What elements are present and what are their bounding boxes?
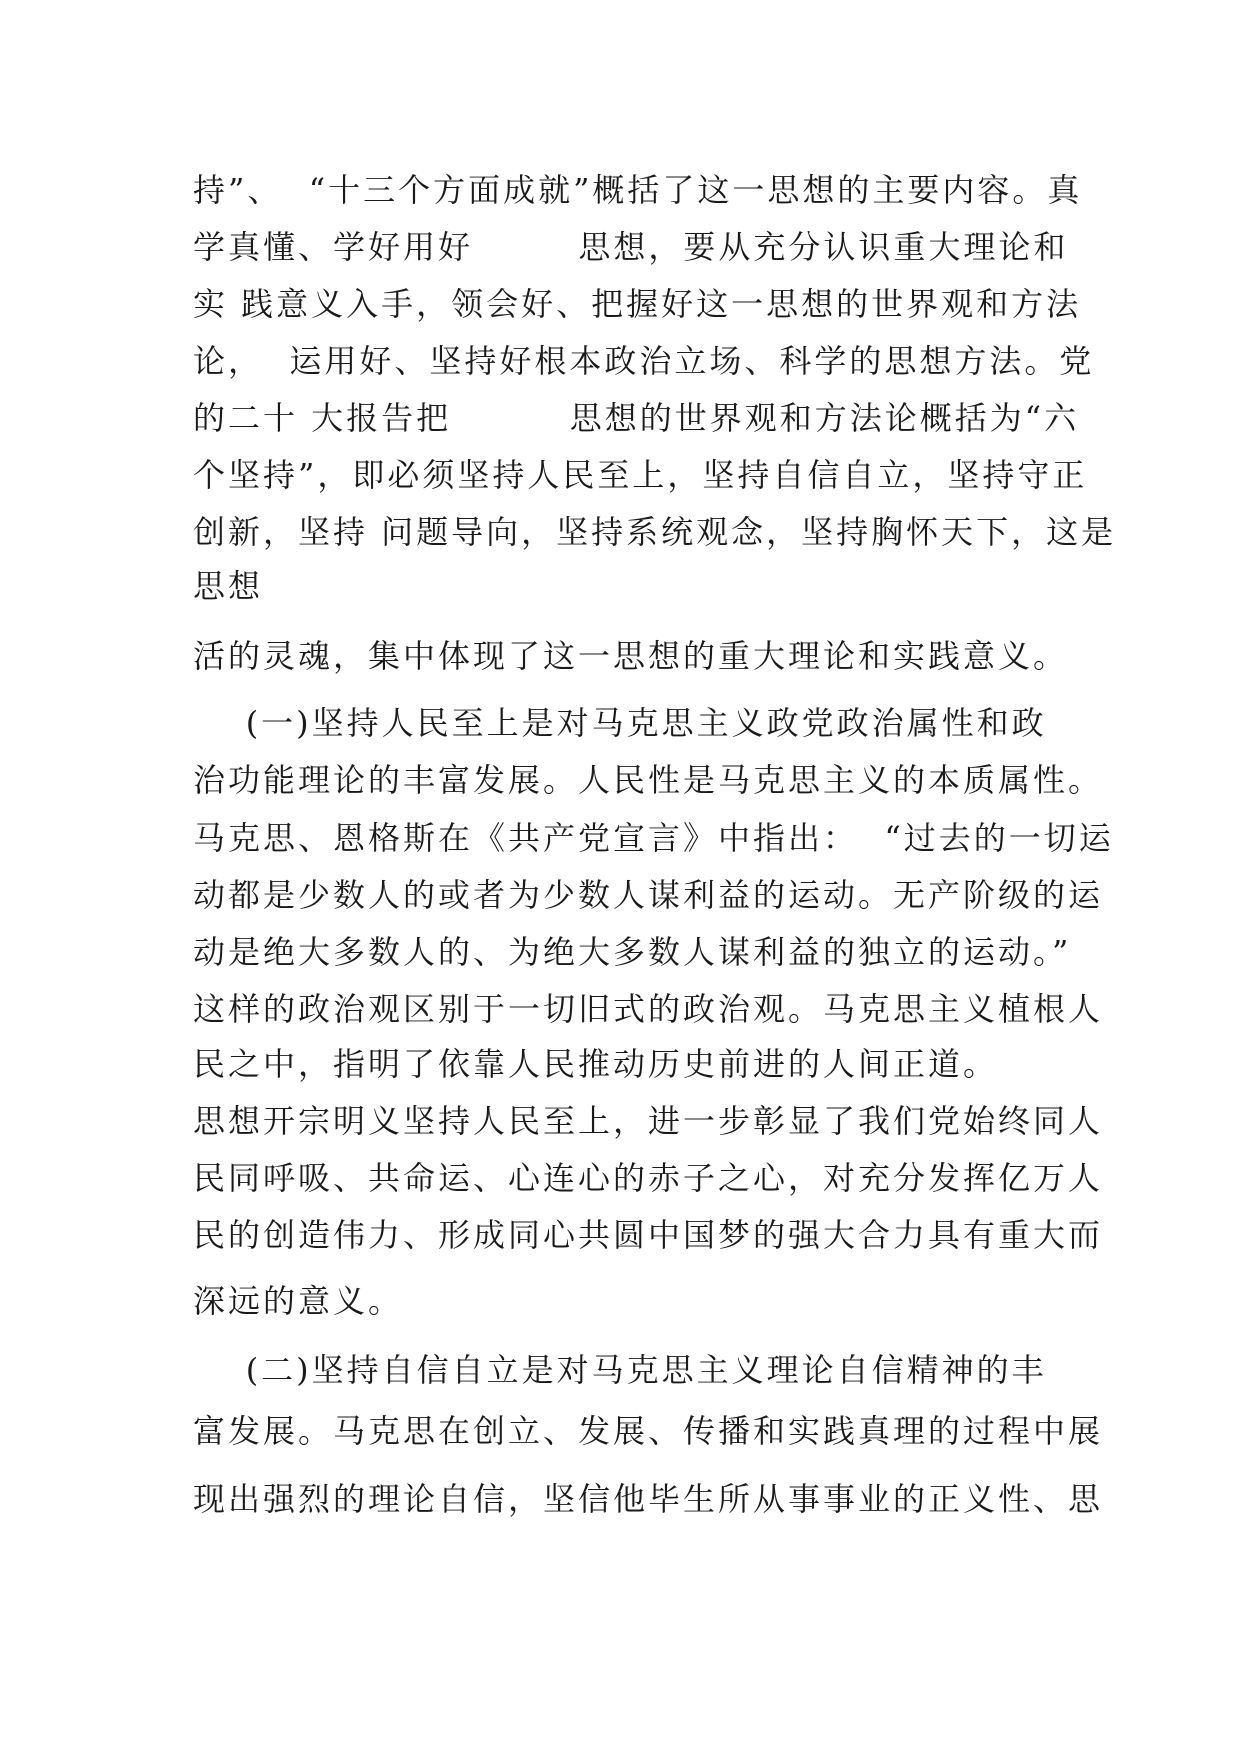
text-line: 论， 运用好、坚持好根本政治立场、科学的思想方法。党 xyxy=(193,342,1095,380)
text-line: 思想 xyxy=(193,567,264,605)
text-line: 治功能理论的丰富发展。人民性是马克思主义的本质属性。 xyxy=(193,761,1104,799)
text-line: 实 践意义入手，领会好、把握好这一思想的世界观和方法 xyxy=(193,285,1082,323)
text-line: 深远的意义。 xyxy=(193,1282,404,1320)
text-line: 的二十 大报告把 思想的世界观和方法论概括为“六 xyxy=(193,399,1080,437)
text-line: 持”、 “十三个方面成就”概括了这一思想的主要内容。真 xyxy=(193,171,1083,209)
text-line: 动是绝大多数人的、为绝大多数人谋利益的独立的运动。” xyxy=(193,933,1072,971)
text-line: 马克思、恩格斯在《共产党宣言》中指出： “过去的一切运 xyxy=(193,819,1114,857)
text-line: 活的灵魂，集中体现了这一思想的重大理论和实践意义。 xyxy=(193,637,1069,675)
text-line: 这样的政治观区别于一切旧式的政治观。马克思主义植根人 xyxy=(193,990,1104,1028)
text-line: 思想开宗明义坚持人民至上，进一步彰显了我们党始终同人 xyxy=(193,1102,1104,1140)
text-line: 民同呼吸、共命运、心连心的赤子之心，对充分发挥亿万人 xyxy=(193,1159,1104,1197)
text-line: 学真懂、学好用好 思想，要从充分认识重大理论和 xyxy=(193,228,1069,266)
text-line: 富发展。马克思在创立、发展、传播和实践真理的过程中展 xyxy=(193,1412,1104,1450)
paragraph-heading-line: (一)坚持人民至上是对马克思主义政党政治属性和政 xyxy=(193,704,1047,742)
text-line: 民之中，指明了依靠人民推动历史前进的人间正道。 xyxy=(193,1045,999,1083)
paragraph-heading-line: (二)坚持自信自立是对马克思主义理论自信精神的丰 xyxy=(193,1351,1047,1389)
text-line: 民的创造伟力、形成同心共圆中国梦的强大合力具有重大而 xyxy=(193,1216,1104,1254)
text-line: 现出强烈的理论自信，坚信他毕生所从事事业的正义性、思 xyxy=(193,1480,1104,1518)
text-line: 动都是少数人的或者为少数人谋利益的运动。无产阶级的运 xyxy=(193,876,1104,914)
text-line: 创新，坚持 问题导向，坚持系统观念，坚持胸怀天下，这是 xyxy=(193,513,1117,551)
text-line: 个坚持”，即必须坚持人民至上，坚持自信自立，坚持守正 xyxy=(193,456,1088,494)
